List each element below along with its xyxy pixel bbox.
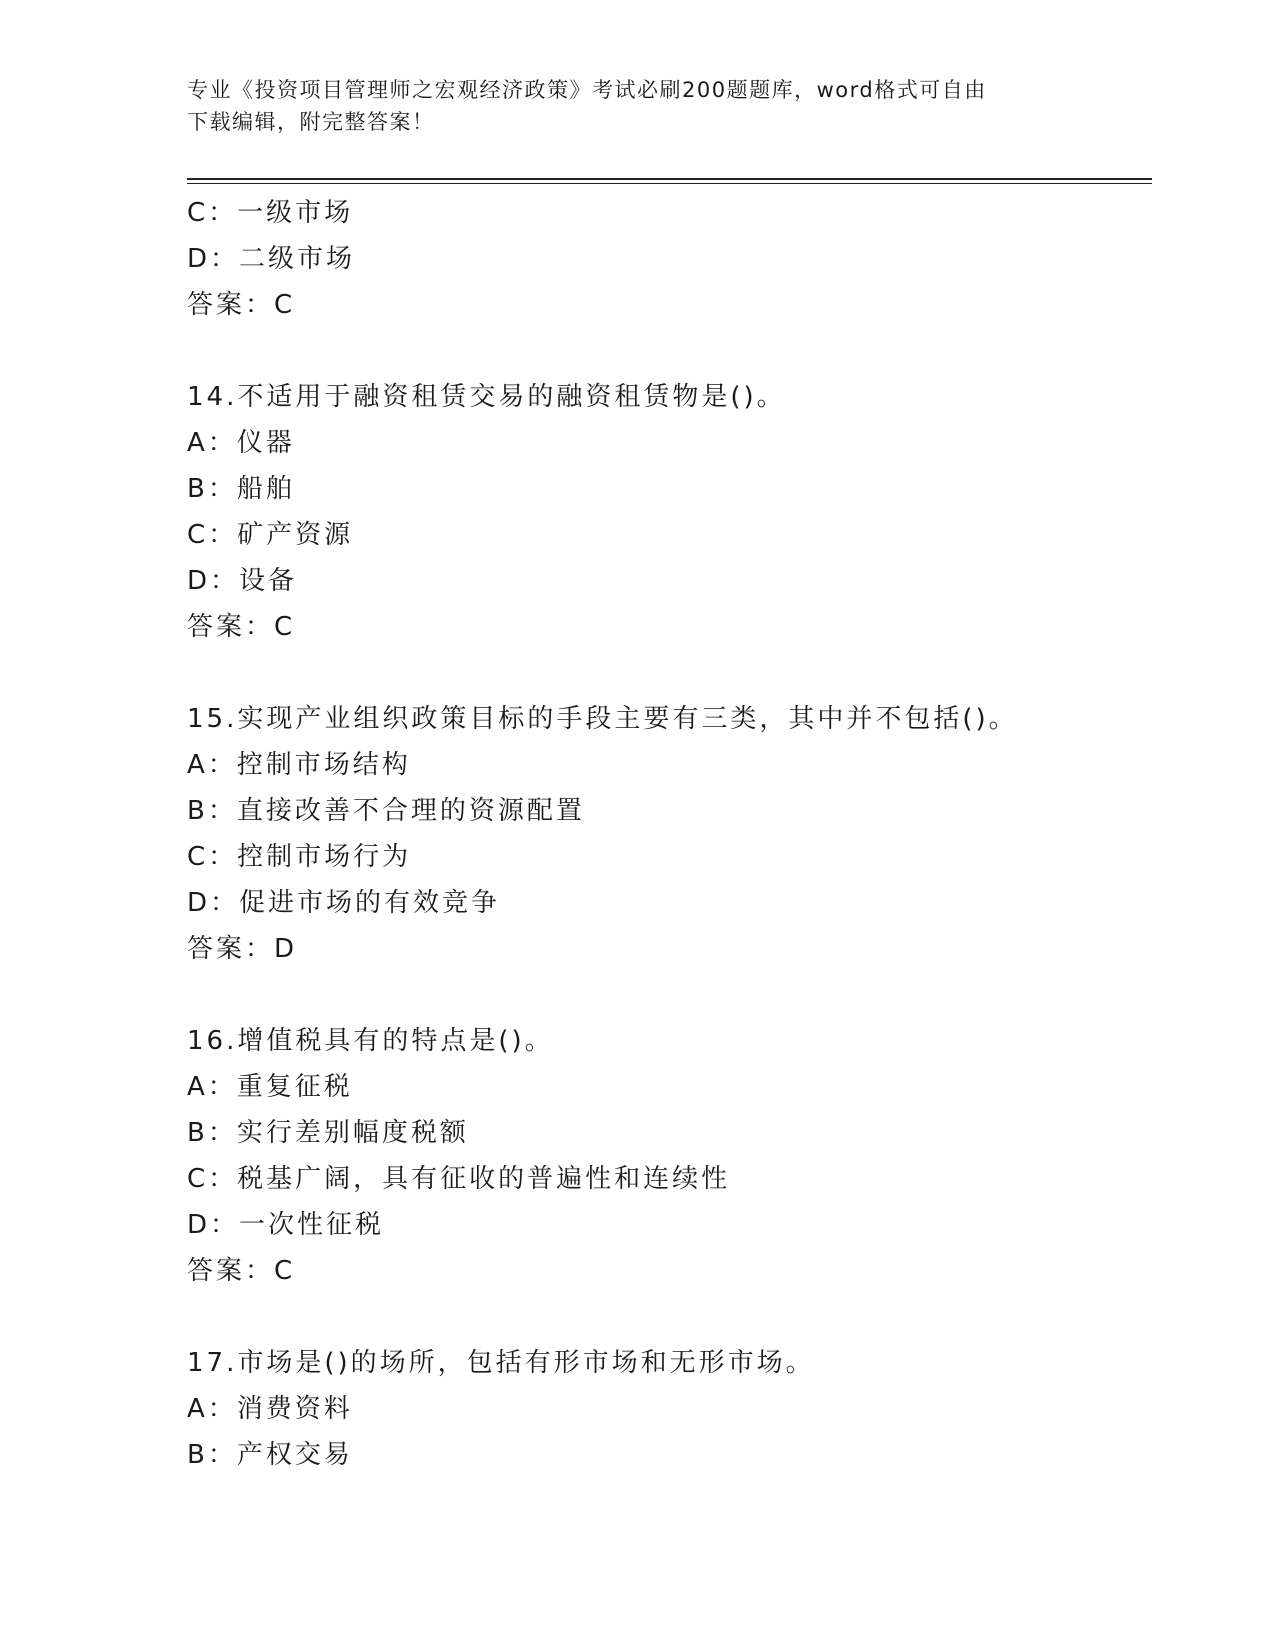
- option-b: B：直接改善不合理的资源配置: [187, 796, 585, 826]
- question-16: [187, 1018, 1152, 1294]
- question-14: [187, 374, 1152, 650]
- spacer: [187, 1294, 1152, 1340]
- header-divider-thick: [187, 178, 1152, 180]
- spacer: [187, 972, 1152, 1018]
- option-b: B：实行差别幅度税额: [187, 1118, 469, 1148]
- option-c: C：控制市场行为: [187, 842, 412, 872]
- question-text: 16.增值税具有的特点是()。: [187, 1026, 554, 1056]
- answer: 答案：D: [187, 934, 298, 964]
- option-d: D：一次性征税: [187, 1210, 385, 1240]
- option-c: C：矿产资源: [187, 520, 354, 550]
- question-15: [187, 696, 1152, 972]
- option-d: D：促进市场的有效竞争: [187, 888, 501, 918]
- spacer: [187, 328, 1152, 374]
- option-b: B：产权交易: [187, 1440, 353, 1470]
- option-d: D：二级市场: [187, 244, 356, 274]
- question-13-partial: [187, 190, 1152, 328]
- header-line-2: 下载编辑，附完整答案！: [187, 110, 435, 134]
- option-d: D：设备: [187, 566, 298, 596]
- option-c: C：一级市场: [187, 198, 354, 228]
- document-header: [187, 74, 1087, 138]
- answer: 答案：C: [187, 612, 296, 642]
- header-line-1: 专业《投资项目管理师之宏观经济政策》考试必刷200题题库，word格式可自由: [187, 78, 987, 102]
- question-list: [187, 190, 1152, 1478]
- spacer: [187, 650, 1152, 696]
- option-a: A：重复征税: [187, 1072, 353, 1102]
- question-text: 17.市场是()的场所，包括有形市场和无形市场。: [187, 1348, 815, 1378]
- header-divider-thin: [187, 183, 1152, 184]
- answer: 答案：C: [187, 1256, 296, 1286]
- option-b: B：船舶: [187, 474, 295, 504]
- answer: 答案：C: [187, 290, 296, 320]
- question-text: 15.实现产业组织政策目标的手段主要有三类，其中并不包括()。: [187, 704, 1018, 734]
- question-text: 14.不适用于融资租赁交易的融资租赁物是()。: [187, 382, 786, 412]
- option-a: A：消费资料: [187, 1394, 353, 1424]
- question-17: [187, 1340, 1152, 1478]
- option-a: A：控制市场结构: [187, 750, 411, 780]
- option-a: A：仪器: [187, 428, 295, 458]
- option-c: C：税基广阔，具有征收的普遍性和连续性: [187, 1164, 731, 1194]
